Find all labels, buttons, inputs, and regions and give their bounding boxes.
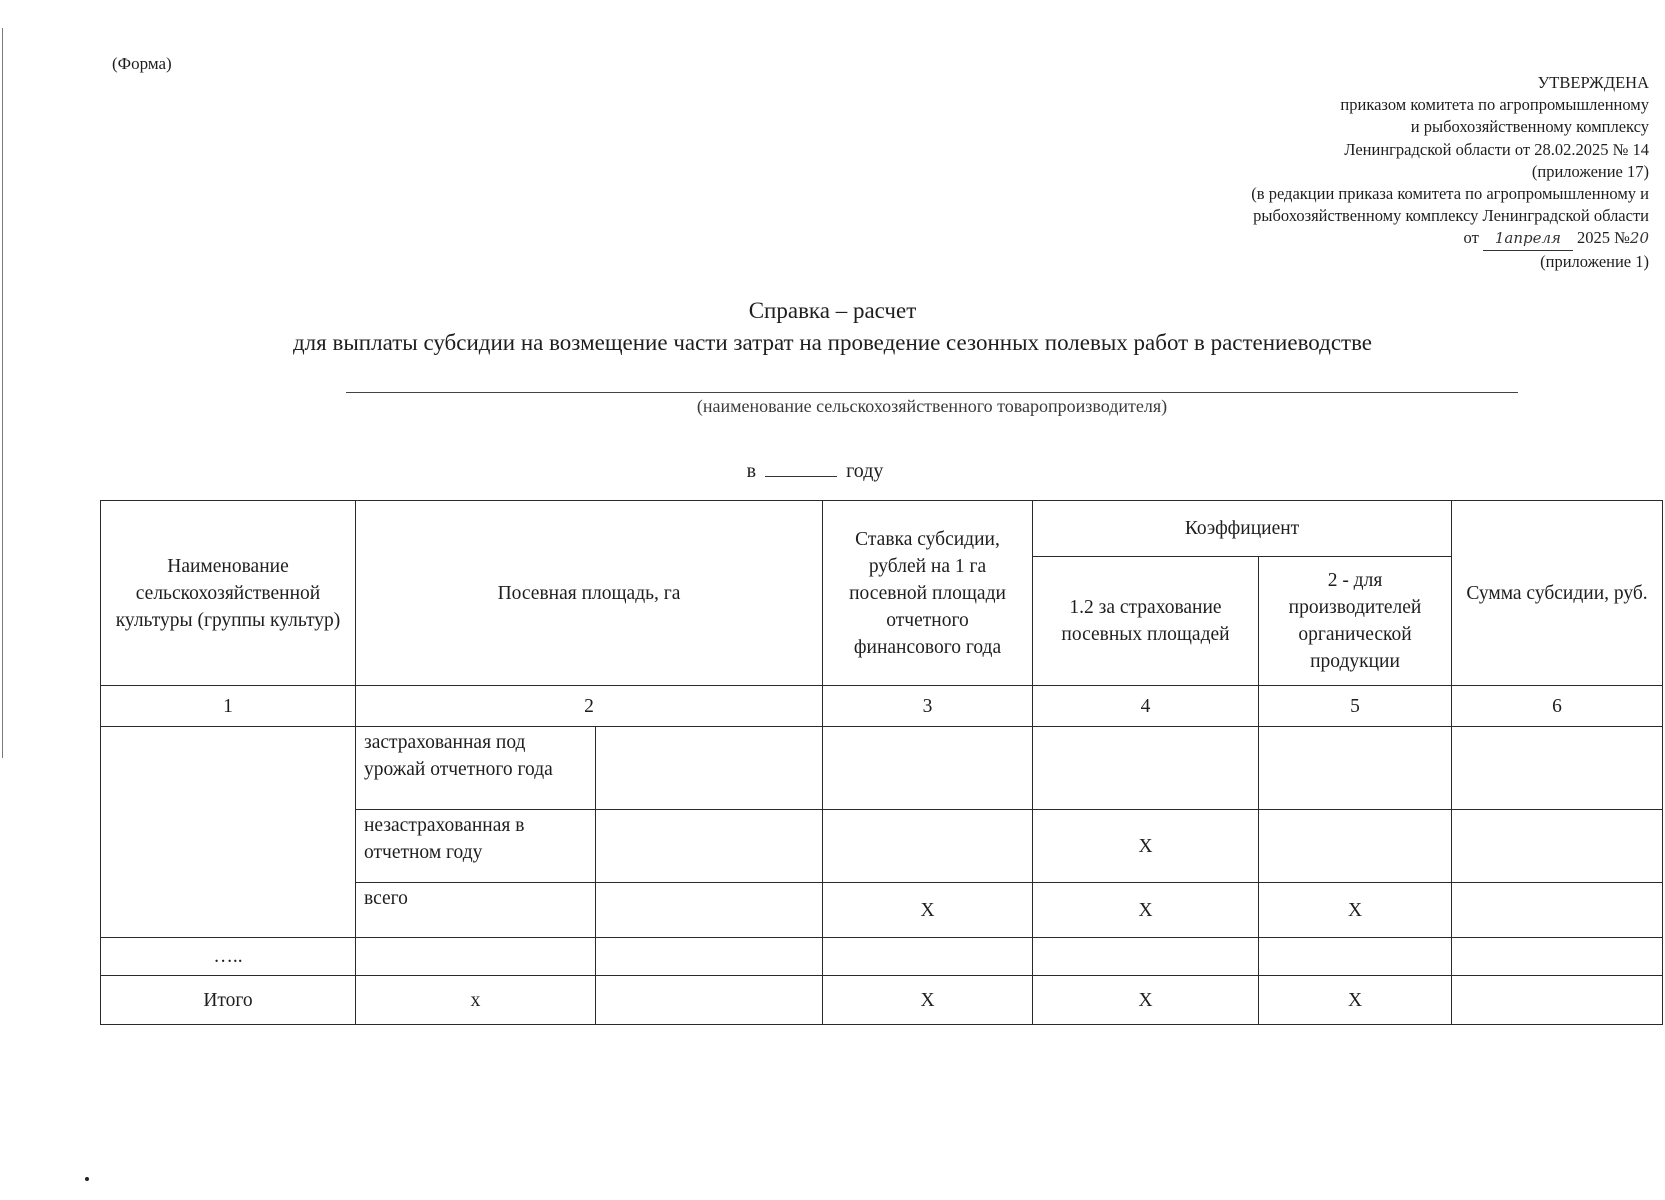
area-value-cell[interactable] <box>596 883 823 938</box>
header-row <box>101 501 1663 557</box>
row-label-insured: застрахованная под урожай отчетного года <box>356 727 596 810</box>
producer-name-line[interactable] <box>346 392 1518 393</box>
header-sum: Сумма субсидии, руб. <box>1452 501 1663 686</box>
x-mark: Х <box>1259 976 1452 1025</box>
approval-line: Ленинградской области от 28.02.2025 № 14 <box>1344 139 1649 159</box>
document-title: Справка – расчет <box>748 298 917 323</box>
year-blank-field[interactable] <box>765 458 837 477</box>
column-number: 2 <box>356 686 823 727</box>
x-mark: Х <box>1259 883 1452 938</box>
empty-cell[interactable] <box>356 938 596 976</box>
x-mark: Х <box>1033 976 1259 1025</box>
column-number: 3 <box>823 686 1033 727</box>
header-coefficient: Коэффициент <box>1033 501 1452 557</box>
culture-name-cell[interactable] <box>101 727 356 938</box>
header-coef-organic: 2 - для производителей органической продукции <box>1259 557 1452 686</box>
form-label: (Форма) <box>112 54 172 73</box>
x-mark: х <box>356 976 596 1025</box>
empty-cell[interactable] <box>823 938 1033 976</box>
header-area: Посевная площадь, га <box>356 501 823 686</box>
year-prefix: в <box>746 460 757 482</box>
column-number: 5 <box>1259 686 1452 727</box>
approval-line: и рыбохозяйственному комплексу <box>1410 117 1649 137</box>
scan-left-edge <box>2 28 3 758</box>
sum-total-cell[interactable] <box>1452 976 1663 1025</box>
approval-line: УТВЕРЖДЕНА <box>1537 73 1649 92</box>
area-total-cell[interactable] <box>596 976 823 1025</box>
scan-speck <box>85 1177 89 1181</box>
row-label-total: всего <box>356 883 596 938</box>
approval-line: (приложение 17) <box>1531 161 1649 181</box>
ellipsis-cell: ….. <box>101 938 356 976</box>
sum-value-cell[interactable] <box>1452 727 1663 810</box>
amendment-line <box>1251 227 1649 250</box>
approval-block <box>1251 72 1649 273</box>
empty-cell[interactable] <box>596 938 823 976</box>
sum-value-cell[interactable] <box>1452 810 1663 883</box>
calculation-table <box>100 500 1663 1025</box>
year-line <box>0 458 1630 483</box>
amendment-year: 2025 № <box>1577 228 1630 248</box>
row-label-uninsured: незастрахованная в отчетном году <box>356 810 596 883</box>
column-number: 4 <box>1033 686 1259 727</box>
empty-cell[interactable] <box>1033 938 1259 976</box>
x-mark: Х <box>823 976 1033 1025</box>
header-coef-insurance: 1.2 за страхование посевных площадей <box>1033 557 1259 686</box>
rate-value-cell[interactable] <box>823 810 1033 883</box>
amendment-appendix: (приложение 1) <box>1540 251 1649 271</box>
handwritten-date: 1апреля <box>1483 227 1573 250</box>
header-rate: Ставка субсидии, рублей на 1 га посевной площади отчетного финансового года <box>823 501 1033 686</box>
area-value-cell[interactable] <box>596 810 823 883</box>
table-row-itogo <box>101 976 1663 1025</box>
amendment-prefix: от <box>1463 228 1479 248</box>
year-suffix: году <box>846 460 884 482</box>
coef-insurance-cell[interactable] <box>1033 727 1259 810</box>
coef-organic-cell[interactable] <box>1259 810 1452 883</box>
empty-cell[interactable] <box>1452 938 1663 976</box>
itogo-label: Итого <box>101 976 356 1025</box>
producer-name-caption: (наименование сельскохозяйственного товаропроизводителя) <box>696 396 1168 416</box>
table-row-ellipsis <box>101 938 1663 976</box>
x-mark: Х <box>823 883 1033 938</box>
column-number-row <box>101 686 1663 727</box>
column-number: 6 <box>1452 686 1663 727</box>
approval-line: приказом комитета по агропромышленному <box>1340 95 1649 115</box>
empty-cell[interactable] <box>1259 938 1452 976</box>
approval-line: рыбохозяйственному комплексу Ленинградской области <box>1253 206 1649 226</box>
coef-organic-cell[interactable] <box>1259 727 1452 810</box>
sum-value-cell[interactable] <box>1452 883 1663 938</box>
table-row-insured <box>101 727 1663 810</box>
rate-value-cell[interactable] <box>823 727 1033 810</box>
document-subtitle: для выплаты субсидии на возмещение части затрат на проведение сезонных полевых работ в растениеводстве <box>292 330 1373 355</box>
approval-line: (в редакции приказа комитета по агропромышленному и <box>1251 184 1649 204</box>
x-mark: Х <box>1033 810 1259 883</box>
column-number: 1 <box>101 686 356 727</box>
area-value-cell[interactable] <box>596 727 823 810</box>
header-culture: Наименование сельскохозяйственной культуры (группы культур) <box>101 501 356 686</box>
x-mark: Х <box>1033 883 1259 938</box>
handwritten-number: 20 <box>1629 229 1649 248</box>
